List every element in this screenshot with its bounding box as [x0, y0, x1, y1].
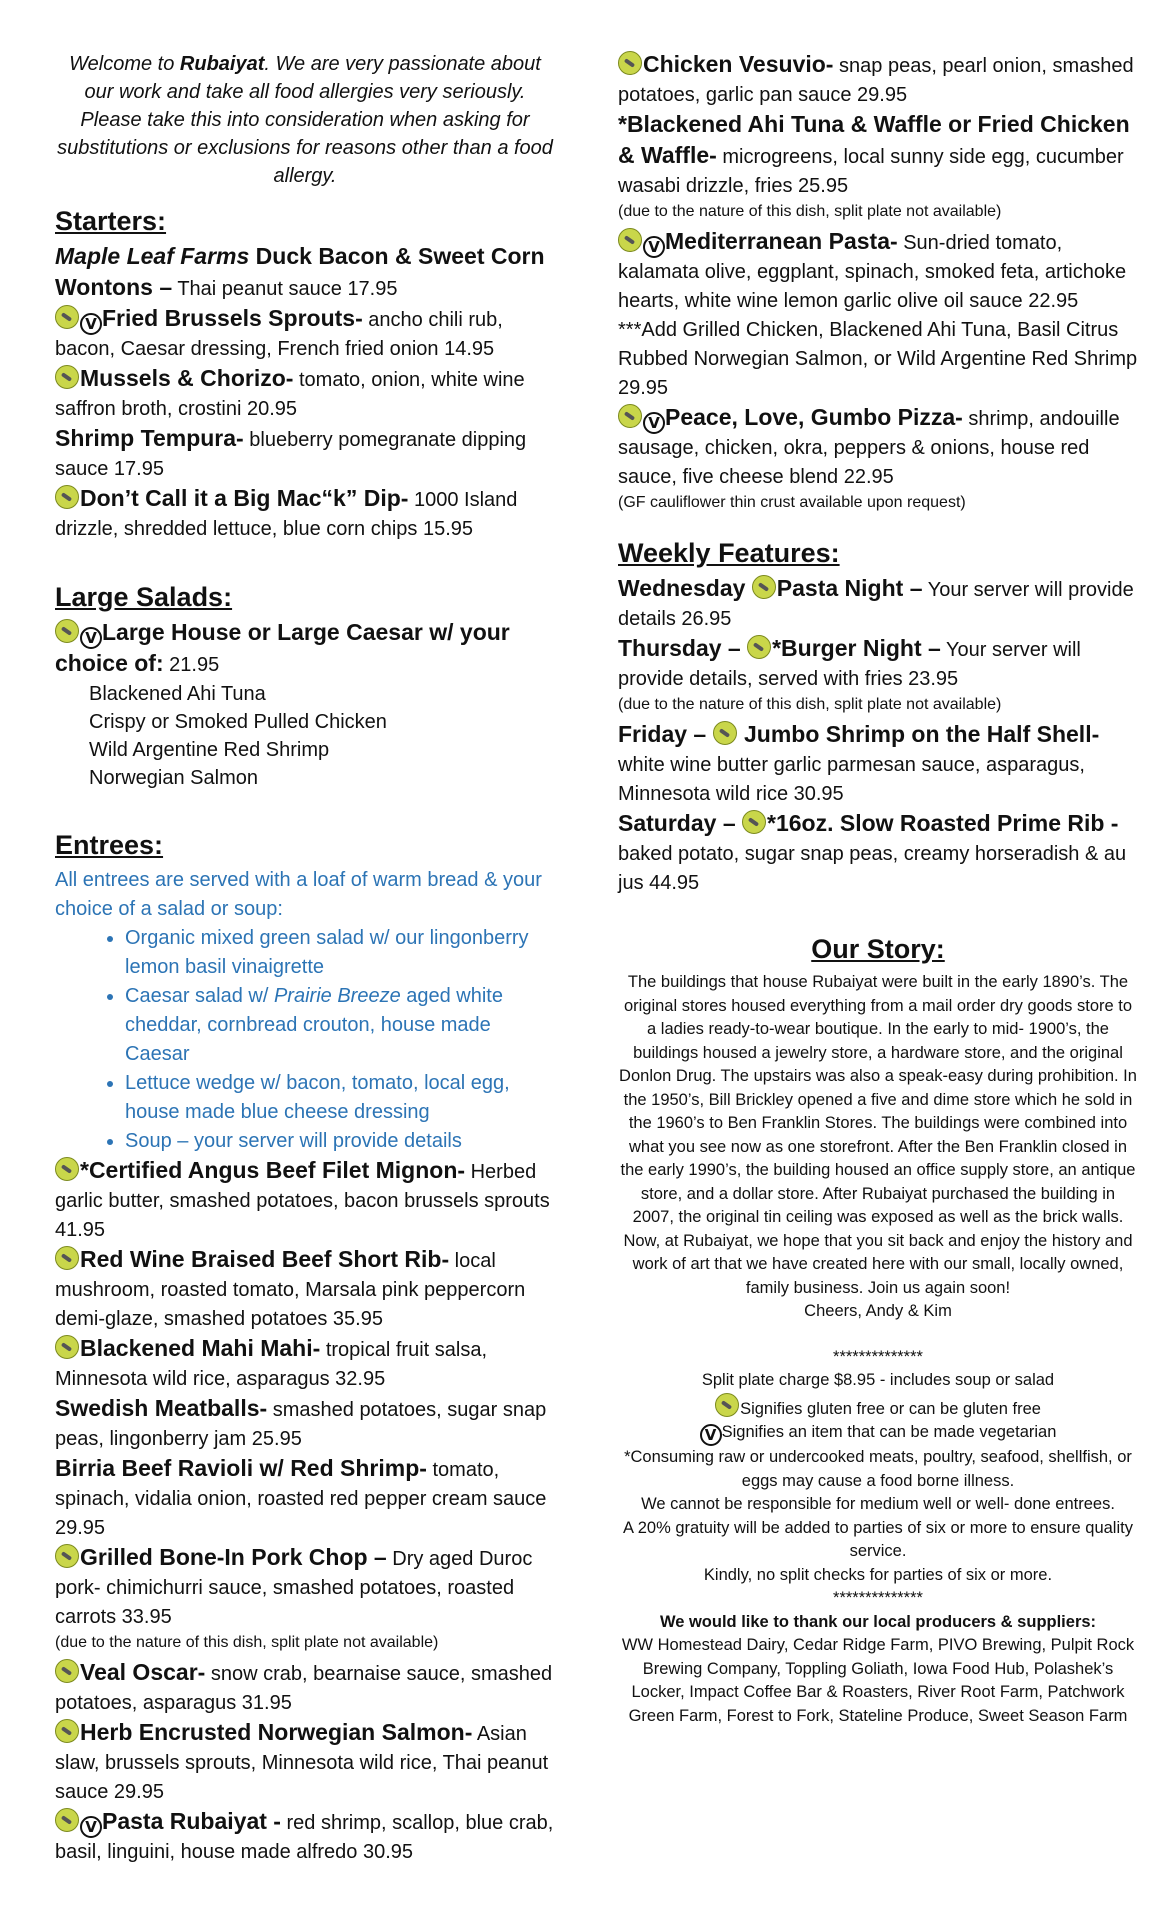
gluten-free-icon	[55, 619, 79, 643]
gluten-free-icon	[715, 1393, 739, 1417]
divider-stars: **************	[833, 1347, 923, 1366]
our-story-text: The buildings that house Rubaiyat were built in the early 1890’s. The original stores housed everything from a mail order dry goods store to a ladies ready-to-wear boutique. In the early to mid- 1900’s, the buildings housed a jewelry store, a hardware store, and the original Donlon Drug. The upstairs was also a speak-easy during prohibition. In the 1950’s, Bill Brickley opened a five and dime store which he sold in the 1960’s to Ben Franklin Stores. The buildings were combined into what you see now as one storefront. After the Ben Franklin closed in the early 1990’s, the building housed an office supply store, an antique store, and a dollar store. After Rubaiyat purchased the building in 2007, the original tin ceiling was exposed as well as the brick walls. Now, at Rubaiyat, we hope that you sit back and enjoy the history and work of art that we have created here with our small, locally owned, family business. Join us again soon!	[619, 973, 1137, 1297]
menu-item: V Fried Brussels Sprouts- ancho chili rub, bacon, Caesar dressing, French fried onion 14.95	[55, 305, 503, 360]
salad-choice: Blackened Ahi Tuna	[89, 683, 266, 705]
menu-item: Grilled Bone-In Pork Chop – Dry aged Duroc pork- chimichurri sauce, smashed potatoes, roasted carrots 33.95	[55, 1544, 533, 1628]
gluten-free-icon	[713, 721, 737, 745]
vegetarian-icon: V	[700, 1424, 722, 1446]
large-salads-heading: Large Salads:	[55, 582, 233, 612]
menu-item: Birria Beef Ravioli w/ Red Shrimp- tomato, spinach, vidalia onion, roasted red pepper cream sauce 29.95	[55, 1455, 547, 1539]
menu-item: Chicken Vesuvio- snap peas, pearl onion, smashed potatoes, garlic pan sauce 29.95	[618, 51, 1134, 106]
gluten-free-icon	[55, 1544, 79, 1568]
gluten-free-icon	[618, 228, 642, 252]
split-plate-policy: Split plate charge $8.95 - includes soup or salad	[701, 1371, 1055, 1389]
story-signoff: Cheers, Andy & Kim	[804, 1302, 952, 1320]
entree-sides-intro: All entrees are served with a loaf of warm bread & your choice of a salad or soup:	[55, 869, 542, 920]
weekly-item: Wednesday Pasta Night – Your server will provide details 26.95	[618, 575, 1134, 630]
salad-choice: Norwegian Salmon	[89, 767, 258, 789]
vegetarian-icon: V	[80, 1816, 102, 1838]
menu-item: *Certified Angus Beef Filet Mignon- Herbed garlic butter, smashed potatoes, bacon brussels sprouts 41.95	[55, 1157, 550, 1241]
suppliers-list: WW Homestead Dairy, Cedar Ridge Farm, PIVO Brewing, Pulpit Rock Brewing Company, Toppling Goliath, Iowa Food Hub, Polashek’s Locker, Impact Coffee Bar & Roasters, River Root Farm, Patchwork Green Farm, Forest to Fork, Stateline Produce, Sweet Season Farm	[621, 1636, 1135, 1725]
salad-choice: Crispy or Smoked Pulled Chicken	[89, 711, 387, 733]
restaurant-name: Rubaiyat	[179, 53, 265, 75]
split-plate-note: (due to the nature of this dish, split plate not available)	[55, 1634, 439, 1651]
menu-item: V Peace, Love, Gumbo Pizza- shrimp, andouille sausage, chicken, okra, peppers & onions, house red sauce, five cheese blend 22.95	[618, 404, 1120, 488]
gluten-free-icon	[752, 575, 776, 599]
menu-item: Don’t Call it a Big Mac“k” Dip- 1000 Island drizzle, shredded lettuce, blue corn chips 15.95	[55, 485, 518, 540]
side-option: • Organic mixed green salad w/ our lingonberry lemon basil vinaigrette	[125, 924, 555, 982]
vegetarian-icon: V	[80, 313, 102, 335]
divider-stars: **************	[833, 1589, 923, 1607]
entrees-heading: Entrees:	[55, 830, 164, 860]
split-check-policy: Kindly, no split checks for parties of six or more.	[703, 1565, 1053, 1584]
gratuity-policy: A 20% gratuity will be added to parties of six or more to ensure quality service.	[623, 1518, 1133, 1560]
gluten-free-icon	[55, 305, 79, 329]
gluten-free-icon	[55, 1157, 79, 1181]
gf-crust-note: (GF cauliflower thin crust available upon request)	[618, 494, 966, 511]
side-option: • Caesar salad w/ Prairie Breeze aged white cheddar, cornbread crouton, house made Caesar	[125, 982, 555, 1069]
menu-item: Swedish Meatballs- smashed potatoes, sugar snap peas, lingonberry jam 25.95	[55, 1395, 547, 1450]
left-column	[55, 50, 555, 1867]
split-plate-note: (due to the nature of this dish, split plate not available)	[618, 203, 1002, 220]
menu-item: *Blackened Ahi Tuna & Waffle or Fried Chicken & Waffle- microgreens, local sunny side egg, cucumber wasabi drizzle, fries 25.95	[618, 111, 1130, 197]
menu-item: V Pasta Rubaiyat - red shrimp, scallop, blue crab, basil, linguini, house made alfredo 30.95	[55, 1808, 554, 1863]
menu-item: V Mediterranean Pasta- Sun-dried tomato, kalamata olive, eggplant, spinach, smoked feta, artichoke hearts, white wine lemon garlic olive oil sauce 22.95	[618, 228, 1127, 312]
side-option: • Soup – your server will provide details	[125, 1127, 555, 1156]
weekly-item: Saturday – *16oz. Slow Roasted Prime Rib - baked potato, sugar snap peas, creamy horseradish & au jus 44.95	[618, 810, 1127, 894]
gluten-free-icon	[747, 635, 771, 659]
split-plate-note: (due to the nature of this dish, split plate not available)	[618, 696, 1002, 713]
menu-item: Maple Leaf Farms Duck Bacon & Sweet Corn Wontons – Thai peanut sauce 17.95	[55, 243, 545, 300]
menu-item: Red Wine Braised Beef Short Rib- local mushroom, roasted tomato, Marsala pink peppercorn demi-glaze, smashed potatoes 35.95	[55, 1246, 526, 1330]
weekly-features-heading: Weekly Features:	[618, 538, 840, 568]
starters-heading: Starters:	[55, 206, 167, 236]
right-column	[618, 50, 1138, 1728]
gluten-free-icon	[742, 810, 766, 834]
menu-item: Blackened Mahi Mahi- tropical fruit salsa, Minnesota wild rice, asparagus 32.95	[55, 1335, 488, 1390]
medium-well-policy: We cannot be responsible for medium well or well- done entrees.	[641, 1495, 1115, 1513]
vegetarian-icon: V	[643, 412, 665, 434]
menu-item: Mussels & Chorizo- tomato, onion, white wine saffron broth, crostini 20.95	[55, 365, 525, 420]
salad-item: V Large House or Large Caesar w/ your choice of: 21.95	[55, 619, 510, 676]
welcome-note: Welcome to Rubaiyat. We are very passionate about our work and take all food allergies very seriously. Please take this into consideration when asking for substitutions or exclusions for reasons other than a food allergy.	[57, 53, 553, 187]
gluten-free-icon	[618, 404, 642, 428]
menu-item: Veal Oscar- snow crab, bearnaise sauce, smashed potatoes, asparagus 31.95	[55, 1659, 553, 1714]
gluten-free-icon	[55, 1719, 79, 1743]
entree-sides	[55, 866, 555, 1156]
vegetarian-icon: V	[643, 236, 665, 258]
gluten-free-icon	[55, 1659, 79, 1683]
vegetarian-icon: V	[80, 627, 102, 649]
gluten-free-icon	[618, 51, 642, 75]
add-protein-note: ***Add Grilled Chicken, Blackened Ahi Tuna, Basil Citrus Rubbed Norwegian Salmon, or Wild Argentine Red Shrimp 29.95	[618, 319, 1138, 399]
gf-legend: Signifies gluten free or can be gluten free	[618, 1393, 1138, 1422]
gluten-free-icon	[55, 1246, 79, 1270]
weekly-item: Thursday – *Burger Night – Your server will provide details, served with fries 23.95	[618, 635, 1081, 690]
gluten-free-icon	[55, 365, 79, 389]
menu-item: Shrimp Tempura- blueberry pomegranate dipping sauce 17.95	[55, 425, 527, 480]
gluten-free-icon	[55, 1808, 79, 1832]
veg-legend: V Signifies an item that can be made vegetarian	[618, 1421, 1138, 1446]
gluten-free-icon	[55, 485, 79, 509]
our-story-heading: Our Story:	[811, 934, 945, 964]
side-option: • Lettuce wedge w/ bacon, tomato, local egg, house made blue cheese dressing	[125, 1069, 555, 1127]
menu-item: Herb Encrusted Norwegian Salmon- Asian slaw, brussels sprouts, Minnesota wild rice, Thai peanut sauce 29.95	[55, 1719, 549, 1803]
thanks-heading: We would like to thank our local producers & suppliers:	[659, 1612, 1097, 1631]
weekly-item: Friday – Jumbo Shrimp on the Half Shell- white wine butter garlic parmesan sauce, asparagus, Minnesota wild rice 30.95	[618, 721, 1100, 805]
consumer-advisory: *Consuming raw or undercooked meats, poultry, seafood, shellfish, or eggs may cause a food borne illness.	[624, 1448, 1132, 1490]
gluten-free-icon	[55, 1335, 79, 1359]
salad-choice: Wild Argentine Red Shrimp	[89, 739, 330, 761]
